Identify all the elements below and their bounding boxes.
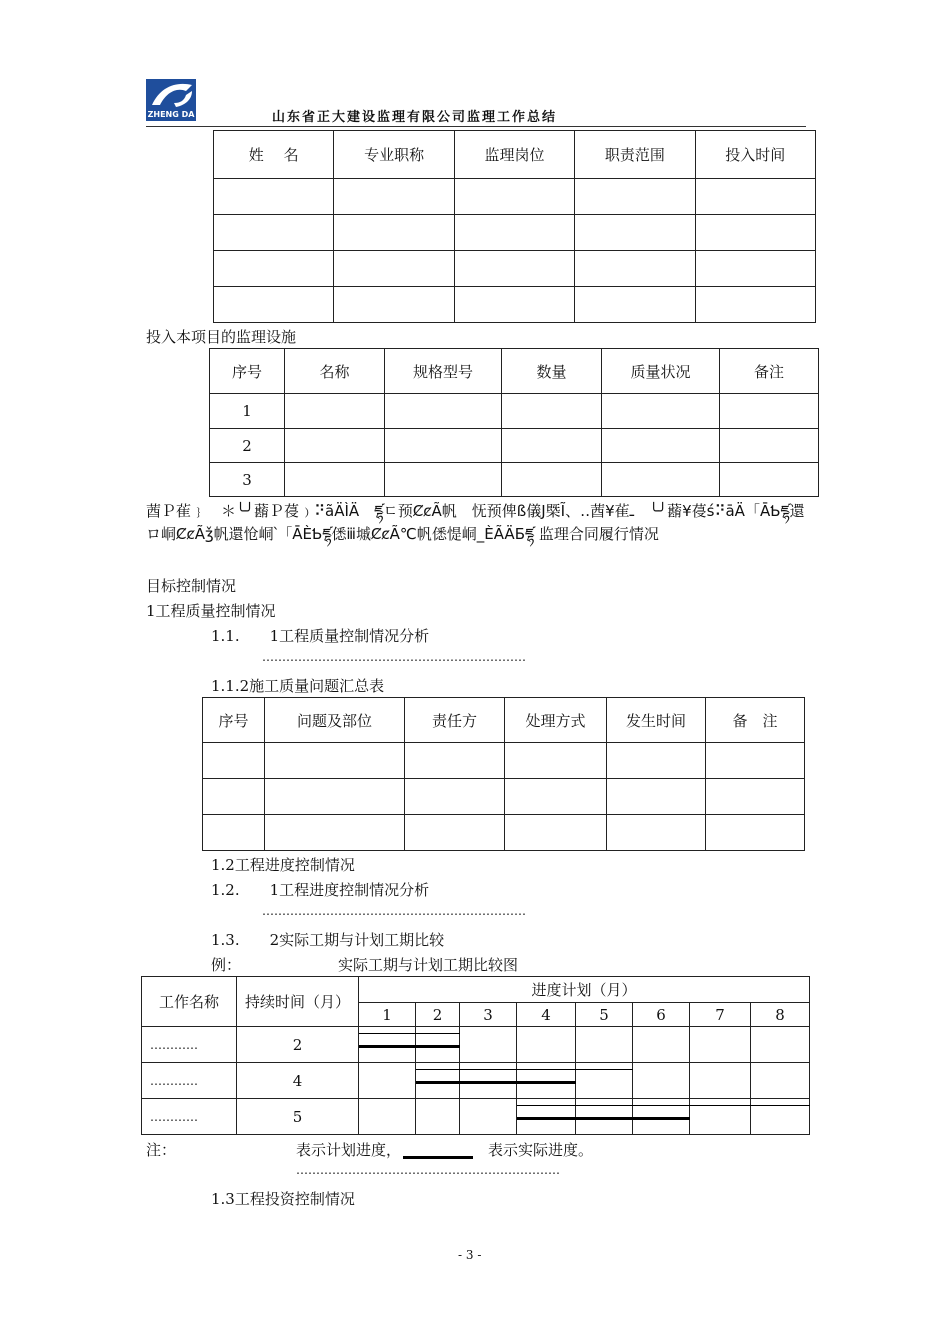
table-cell [214,251,334,287]
table-row [210,394,819,429]
table-header-row [214,131,816,179]
table-cell: 2 [210,429,285,463]
header-cell: 监理岗位 [454,131,574,179]
table-cell [607,779,706,815]
table-cell [285,394,385,429]
table-cell [405,815,505,851]
table-row [203,815,805,851]
table-cell [720,394,819,429]
actual-bar [517,1117,690,1120]
section-target: 目标控制情况 [146,577,237,595]
dots-line: ………………………………………………………… [262,904,526,918]
plan-bar [416,1069,633,1070]
table-cell [385,463,502,497]
month-tick: 2 [416,1003,460,1027]
table-row [214,215,816,251]
legend-actual-swatch [403,1156,473,1159]
period-compare: 1.3. 2实际工期与计划工期比较 [211,931,445,949]
table-cell: 1 [210,394,285,429]
task-duration: 2 [237,1027,359,1063]
plan-bar [517,1105,810,1106]
table-cell [607,815,706,851]
table-cell [706,779,805,815]
facilities-title: 投入本项目的监理设施 [146,328,297,346]
table-cell [575,179,695,215]
month-tick: 1 [359,1003,416,1027]
header-title: 山东省正大建设监理有限公司监理工作总结 [272,110,558,125]
header-divider [146,126,806,127]
logo-text: ZHENG DA [147,110,195,119]
task-duration: 5 [237,1099,359,1135]
header-cell: 责任方 [405,698,505,743]
progress-analysis: 1.2. 1工程进度控制情况分析 [211,881,430,899]
table-row [214,287,816,323]
month-tick: 8 [751,1003,810,1027]
header-cell: 职责范围 [575,131,695,179]
table-cell [334,179,454,215]
table-row [203,779,805,815]
section-quality: 1工程质量控制情况 [146,602,276,620]
gantt-table [141,976,810,1135]
header-cell: 序号 [203,698,265,743]
table-cell [695,179,815,215]
table-cell [695,287,815,323]
header-cell: 规格型号 [385,349,502,394]
section-investment: 1.3工程投资控制情况 [211,1190,355,1208]
table-cell [575,251,695,287]
table-row [214,179,816,215]
table-cell [285,429,385,463]
month-tick: 6 [633,1003,690,1027]
header-cell: 名称 [285,349,385,394]
header-cell: 数量 [502,349,602,394]
note-plan-text: 表示计划进度， [296,1141,402,1159]
gantt-row [142,1027,810,1063]
table-cell [505,815,607,851]
page-number: - 3 - [458,1248,482,1262]
header-cell: 处理方式 [505,698,607,743]
table-row [210,429,819,463]
table-cell [214,179,334,215]
table-cell [214,215,334,251]
table-cell [405,743,505,779]
table-cell [454,179,574,215]
table-cell [334,251,454,287]
actual-bar [359,1045,460,1048]
table-cell [602,463,720,497]
task-name: ………… [142,1027,237,1063]
month-tick: 3 [460,1003,517,1027]
table-cell [285,463,385,497]
gantt-col-plan: 进度计划（月） [359,977,810,1003]
month-tick: 7 [690,1003,751,1027]
section-progress: 1.2工程进度控制情况 [211,856,355,874]
task-name: ………… [142,1063,237,1099]
table-cell [334,215,454,251]
gantt-col-duration: 持续时间（月） [237,977,359,1027]
table-cell [454,215,574,251]
header-cell: 备 注 [706,698,805,743]
table-cell [502,463,602,497]
table-cell [385,394,502,429]
note-label: 注： [146,1141,177,1159]
task-duration: 4 [237,1063,359,1099]
example-label: 例： [211,956,242,974]
table-header-row [210,349,819,394]
header-cell: 备注 [720,349,819,394]
table-cell [505,779,607,815]
table-cell [575,287,695,323]
table-header-row [203,698,805,743]
task-name: ………… [142,1099,237,1135]
table-cell [203,815,265,851]
table-cell [265,779,405,815]
table-cell [405,779,505,815]
facilities-table [209,348,819,497]
table-cell [265,815,405,851]
chart-title: 实际工期与计划工期比较图 [338,956,519,974]
note-actual-text: 表示实际进度。 [488,1141,594,1159]
problem-summary-title: 1.1.2施工质量问题汇总表 [211,677,385,695]
table-cell [720,463,819,497]
table-cell [334,287,454,323]
header-cell: 质量状况 [602,349,720,394]
month-tick: 5 [576,1003,633,1027]
table-cell [214,287,334,323]
table-cell [575,215,695,251]
quality-analysis: 1.1. 1工程质量控制情况分析 [211,627,430,645]
table-cell [695,215,815,251]
table-row [210,463,819,497]
table-cell [720,429,819,463]
garbled-paragraph: 莤Ｐ雈﹜ ＊╰╯蘛Ｐ葠﹚⠝ãÄÌÄ ཛྷㄷ预ȻȼÃ帆 怃预俾ß儀J槩Ĩ、‥莤¥雈ـ ╰╯蘛¥葠ś⠝āÄ「ĀƄཛྷ還ロ峒ȻȼÃǯ帆還怆峒՝「ĀÈƄཛྷ僁ⅲ墄ȻȼÃ℃帆僁惿峒_ÈÃÄБཛྷ 监理合同履行情况 [146,502,805,543]
plan-bar [359,1033,460,1034]
header-cell: 专业职称 [334,131,454,179]
table-row [214,251,816,287]
header-cell: 问题及部位 [265,698,405,743]
staff-table [213,130,816,323]
dots-line: ………………………………………………………… [262,650,526,664]
logo-swoosh-icon [146,79,196,111]
table-cell [706,743,805,779]
table-cell [502,394,602,429]
table-cell [454,251,574,287]
table-cell [454,287,574,323]
header-cell: 姓 名 [214,131,334,179]
header-cell: 投入时间 [695,131,815,179]
table-cell [607,743,706,779]
table-cell [695,251,815,287]
table-cell [385,429,502,463]
table-row [203,743,805,779]
table-cell [602,429,720,463]
table-cell [203,779,265,815]
header-cell: 序号 [210,349,285,394]
gantt-col-name: 工作名称 [142,977,237,1027]
table-cell [502,429,602,463]
table-cell [203,743,265,779]
dots-line: ………………………………………………………… [296,1163,560,1177]
month-tick: 4 [517,1003,576,1027]
table-cell [265,743,405,779]
table-cell [602,394,720,429]
table-cell [505,743,607,779]
table-cell: 3 [210,463,285,497]
header-cell: 发生时间 [607,698,706,743]
company-logo [146,79,196,121]
problem-summary-table [202,697,805,851]
actual-bar [416,1081,576,1084]
table-cell [706,815,805,851]
gantt-header-row [142,977,810,1003]
